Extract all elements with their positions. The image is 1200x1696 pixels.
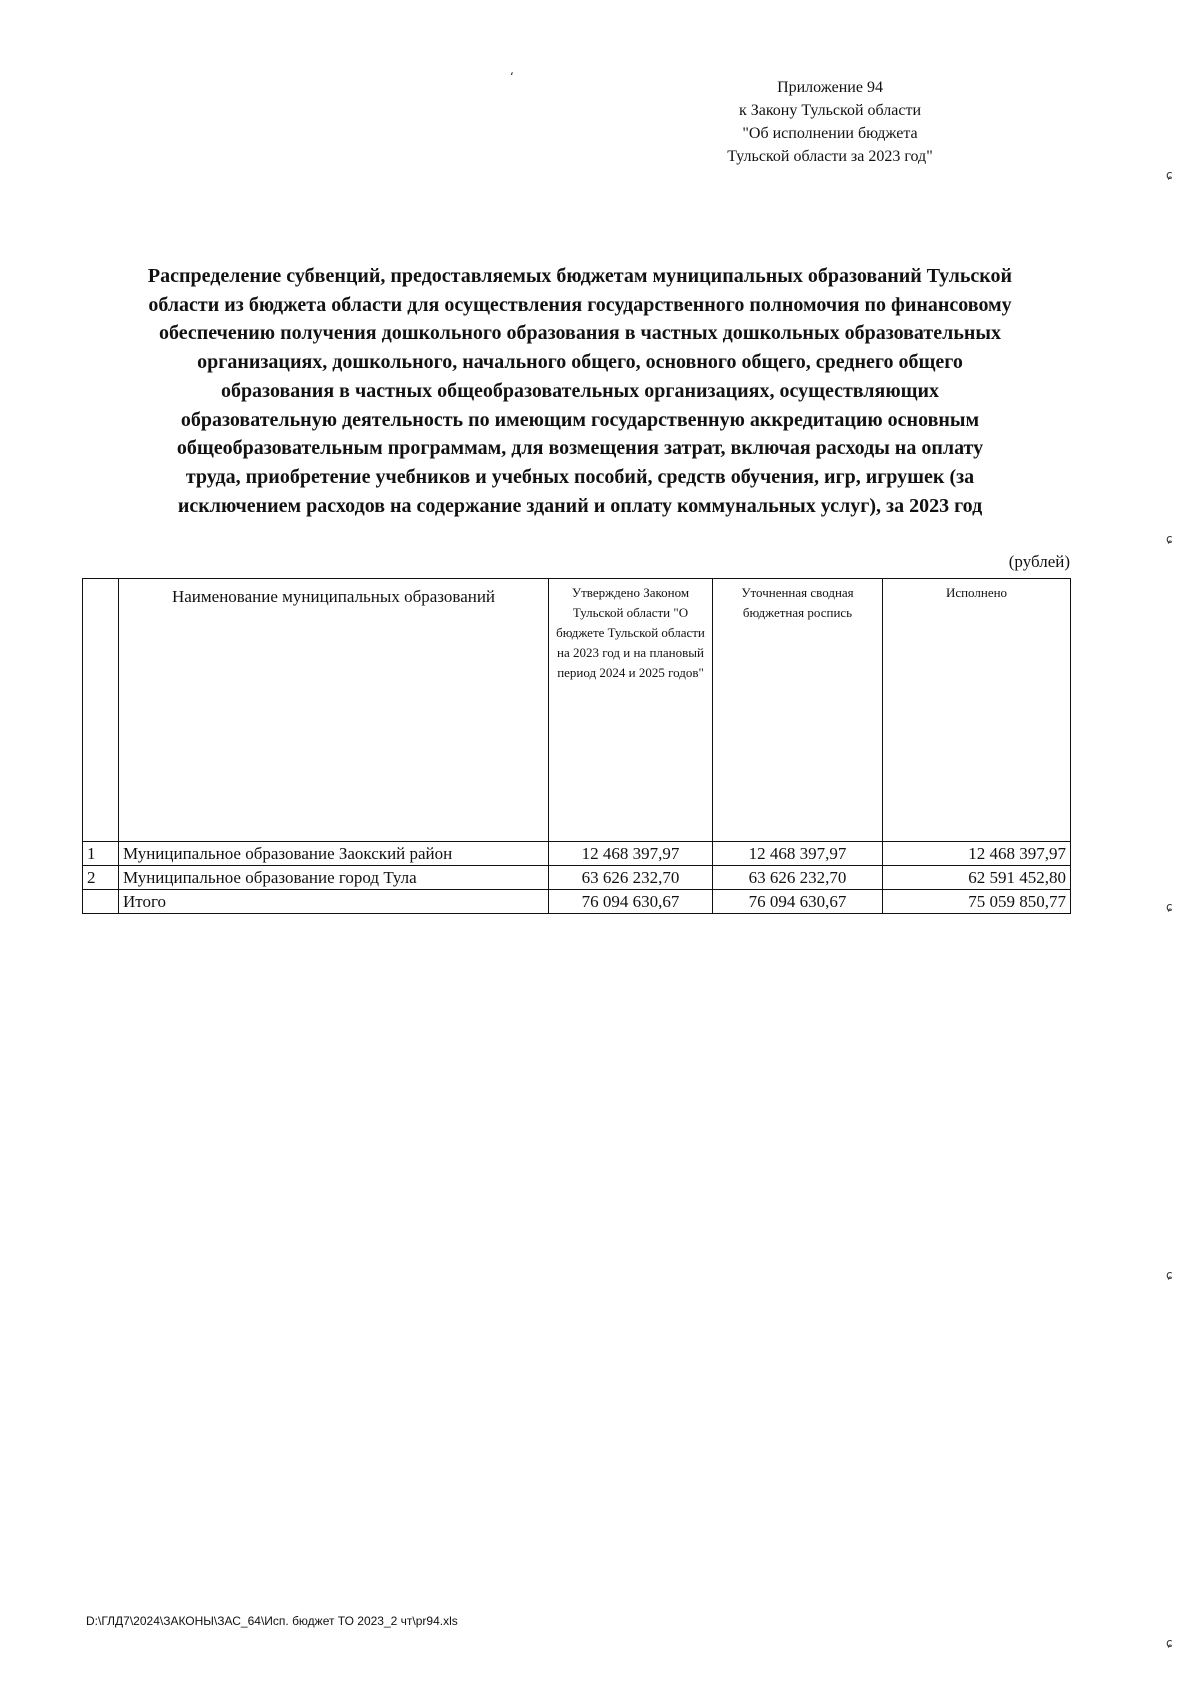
title-line: образовательную деятельность по имеющим государственную аккредитацию основным [180, 408, 980, 431]
title-line: области из бюджета области для осуществления государственного полномочия по финансовому [148, 293, 1012, 316]
row-refined: 63 626 232,70 [713, 866, 883, 890]
row-index: 2 [83, 866, 119, 890]
table-row [83, 866, 1071, 890]
title-line: организациях, дошкольного, начального общего, основного общего, среднего общего [197, 351, 963, 374]
appendix-line: Приложение 94 [777, 79, 883, 96]
scan-mark: ‘ [510, 70, 514, 84]
table-header-row [83, 579, 1071, 842]
header-executed: Исполнено [883, 579, 1071, 842]
title-line: труда, приобретение учебников и учебных пособий, средств обучения, игр, игрушек (за [185, 465, 975, 488]
row-index [83, 890, 119, 914]
row-name: Муниципальное образование Заокский район [119, 842, 549, 866]
table-row [83, 842, 1071, 866]
title-line: образования в частных общеобразовательных организациях, осуществляющих [220, 379, 940, 402]
row-index: 1 [83, 842, 119, 866]
scan-mark: ɕ [1166, 168, 1173, 182]
appendix-line: к Закону Тульской области [738, 102, 922, 119]
scan-mark: ɕ [1166, 1636, 1173, 1650]
row-approved: 76 094 630,67 [549, 890, 713, 914]
scan-mark: ɕ [1166, 532, 1173, 546]
row-executed: 62 591 452,80 [883, 866, 1071, 890]
table-total-row [83, 890, 1071, 914]
document-title [80, 262, 1080, 520]
scan-mark: ɕ [1166, 900, 1173, 914]
units-label: (рублей) [1008, 552, 1070, 571]
title-line: общеобразовательным программам, для возмещения затрат, включая расходы на оплату [176, 437, 984, 460]
title-line: обеспечению получения дошкольного образования в частных дошкольных образовательных [158, 322, 1002, 345]
header-municipality-name: Наименование муниципальных образований [119, 579, 549, 842]
title-line: Распределение субвенций, предоставляемых бюджетам муниципальных образований Тульской [147, 265, 1013, 287]
header-index [83, 579, 119, 842]
row-name: Итого [119, 890, 549, 914]
header-refined: Уточненная сводная бюджетная роспись [713, 579, 883, 842]
row-name: Муниципальное образование город Тула [119, 866, 549, 890]
header-approved: Утверждено Законом Тульской области "О бюджете Тульской области на 2023 год и на плановый период 2024 и 2025 годов" [549, 579, 713, 842]
appendix-line: Тульской области за 2023 год" [727, 148, 933, 165]
row-refined: 12 468 397,97 [713, 842, 883, 866]
row-approved: 12 468 397,97 [549, 842, 713, 866]
appendix-line: "Об исполнении бюджета [742, 125, 918, 142]
row-refined: 76 094 630,67 [713, 890, 883, 914]
scan-mark: ɕ [1166, 1268, 1173, 1282]
appendix-header [640, 76, 1020, 168]
row-executed: 12 468 397,97 [883, 842, 1071, 866]
title-line: исключением расходов на содержание зданий и оплату коммунальных услуг), за 2023 год [177, 494, 983, 517]
file-path: D:\ГЛД7\2024\ЗАКОНЫ\ЗАС_64\Исп. бюджет ТО 2023_2 чт\pr94.xls [86, 1614, 458, 1628]
row-approved: 63 626 232,70 [549, 866, 713, 890]
row-executed: 75 059 850,77 [883, 890, 1071, 914]
subvention-table [82, 578, 1071, 914]
